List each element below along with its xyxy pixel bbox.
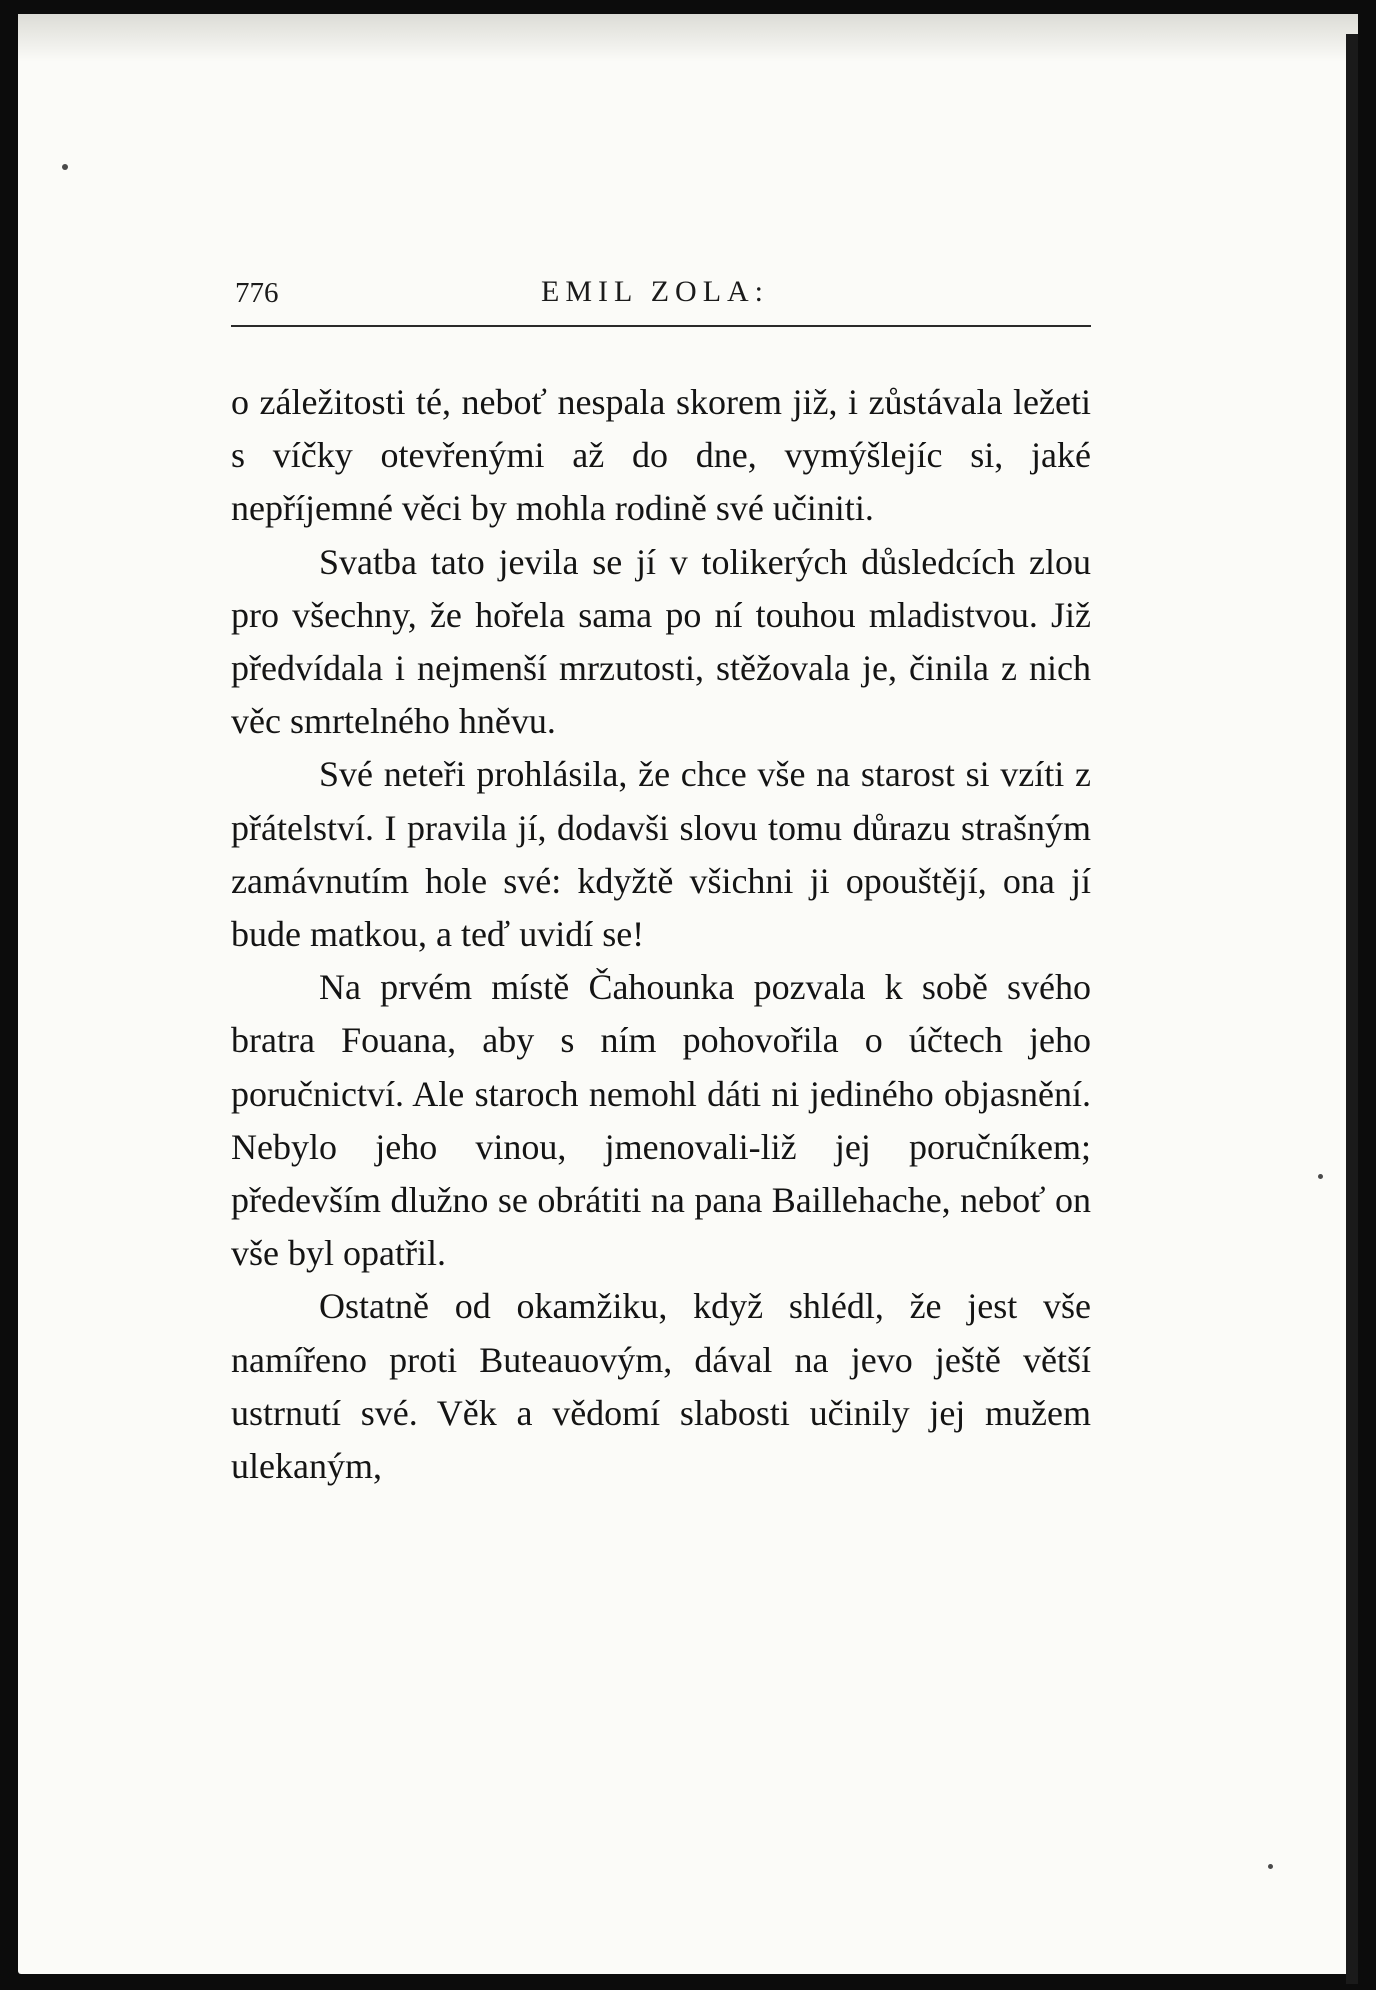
paragraph: o záležitosti té, neboť nespala skorem již, i zůstávala ležeti s víčky otevřenými až do dne, vymýšlejíc si, jaké nepříjemné věci by mohla rodině své učiniti. — [231, 382, 1091, 529]
paper-speck — [62, 164, 68, 170]
header-rule — [231, 325, 1091, 327]
page-header — [231, 269, 1091, 327]
page-number: 776 — [235, 277, 279, 309]
paper-speck — [1318, 1174, 1323, 1179]
paragraph: Na prvém místě Čahounka pozvala k sobě svého bratra Fouana, aby s ním pohovořila o účtech jeho poručnictví. Ale staroch nemohl dáti ni jediného objasnění. Nebylo jeho vinou, jmenovali-liž jej poručníkem; především dlužno se obrátiti na pana Baillehache, neboť on vše byl opatřil. — [231, 967, 1091, 1274]
page-edge-shadow — [1346, 34, 1358, 1984]
paragraph: Ostatně od okamžiku, když shlédl, že jest vše namířeno proti Buteauovým, dával na jevo ještě větší ustrnutí své. Věk a vědomí slabosti učinily jej mužem ulekaným, — [231, 1286, 1091, 1487]
running-title: EMIL ZOLA: — [541, 275, 770, 308]
paragraph: Svatba tato jevila se jí v tolikerých důsledcích zlou pro všechny, že hořela sama po ní touhou mladistvou. Již předvídala i nejmenší mrzutosti, stěžovala je, činila z nich věc smrtelného hněvu. — [231, 541, 1091, 742]
paragraph: Své neteři prohlásila, že chce vše na starost si vzíti z přátelství. I pravila jí, dodavši slovu tomu důrazu strašným zamávnutím hole své: kdyžtě všichni ji opouštějí, ona jí bude matkou, a teď uvidí se! — [231, 754, 1091, 955]
body-text — [231, 376, 1091, 1493]
paper-speck — [1268, 1864, 1273, 1869]
book-page — [18, 14, 1358, 1974]
